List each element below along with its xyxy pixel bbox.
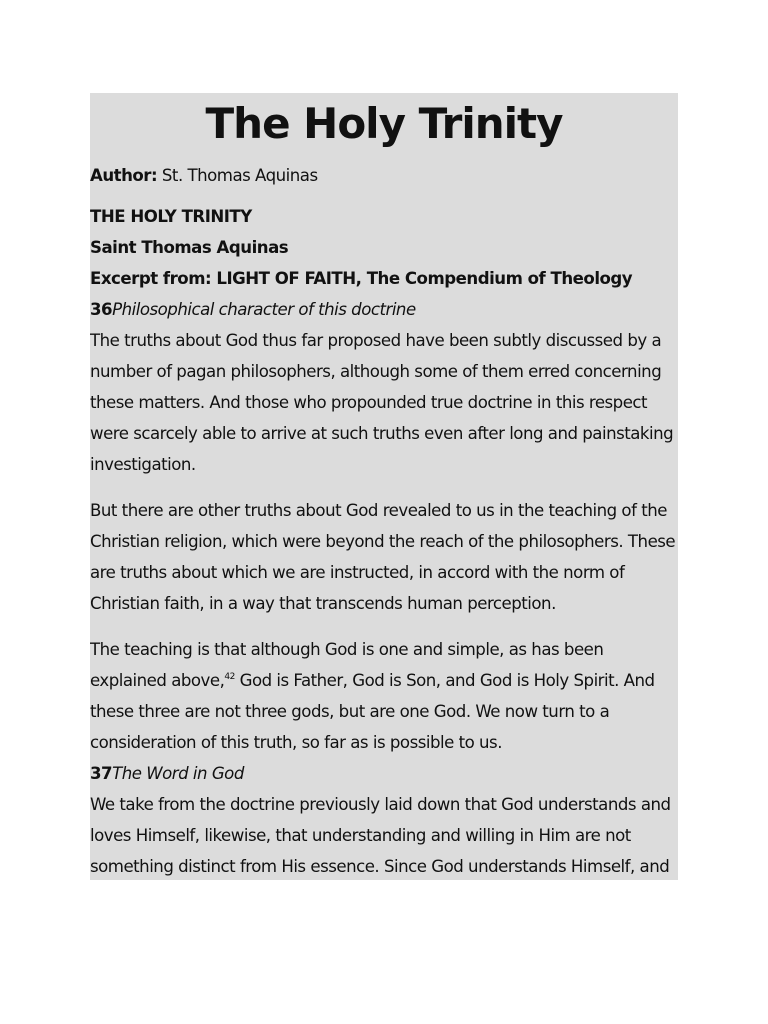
section-title: Philosophical character of this doctrine: [112, 300, 416, 319]
author-name: St. Thomas Aquinas: [157, 166, 318, 185]
section-heading-36: [90, 294, 678, 325]
heading-author-name: Saint Thomas Aquinas: [90, 238, 289, 257]
author-label: Author:: [90, 166, 158, 185]
author-line: [90, 160, 678, 191]
paragraph-text: God is Father, God is Son, and God is Holy Spirit. And these three are not three gods, but are one God. We now turn to a consideration of this truth, so far as is possible to us.: [90, 671, 655, 752]
heading-excerpt-source: Excerpt from: LIGHT OF FAITH, The Compendium of Theology: [90, 269, 633, 288]
section-number: 37: [90, 764, 113, 783]
footnote-marker: 42: [224, 672, 235, 682]
paragraph: We take from the doctrine previously laid down that God understands and loves Himself, likewise, that understanding and willing in Him are not something distinct from His essence. Since God understands Himself, and: [90, 795, 671, 876]
document-title: The Holy Trinity: [205, 99, 563, 148]
paragraph: The truths about God thus far proposed have been subtly discussed by a number of pagan philosophers, although some of them erred concerning these matters. And those who propounded true doctrine in this respect were scarcely able to arrive at such truths even after long and painstaking investigation.: [90, 331, 674, 474]
heading-holy-trinity: THE HOLY TRINITY: [90, 207, 252, 226]
section-number: 36: [90, 300, 113, 319]
paragraph: [90, 634, 678, 758]
section-heading-37: [90, 758, 678, 789]
document-content: [90, 93, 678, 880]
section-title: The Word in God: [112, 764, 244, 783]
paragraph-text: The teaching is that although God is one and simple, as has been explained above,: [90, 640, 604, 690]
document-body: [90, 160, 678, 880]
paragraph: But there are other truths about God revealed to us in the teaching of the Christian religion, which were beyond the reach of the philosophers. These are truths about which we are instructed, in accord with the norm of Christian faith, in a way that transcends human perception.: [90, 501, 676, 613]
